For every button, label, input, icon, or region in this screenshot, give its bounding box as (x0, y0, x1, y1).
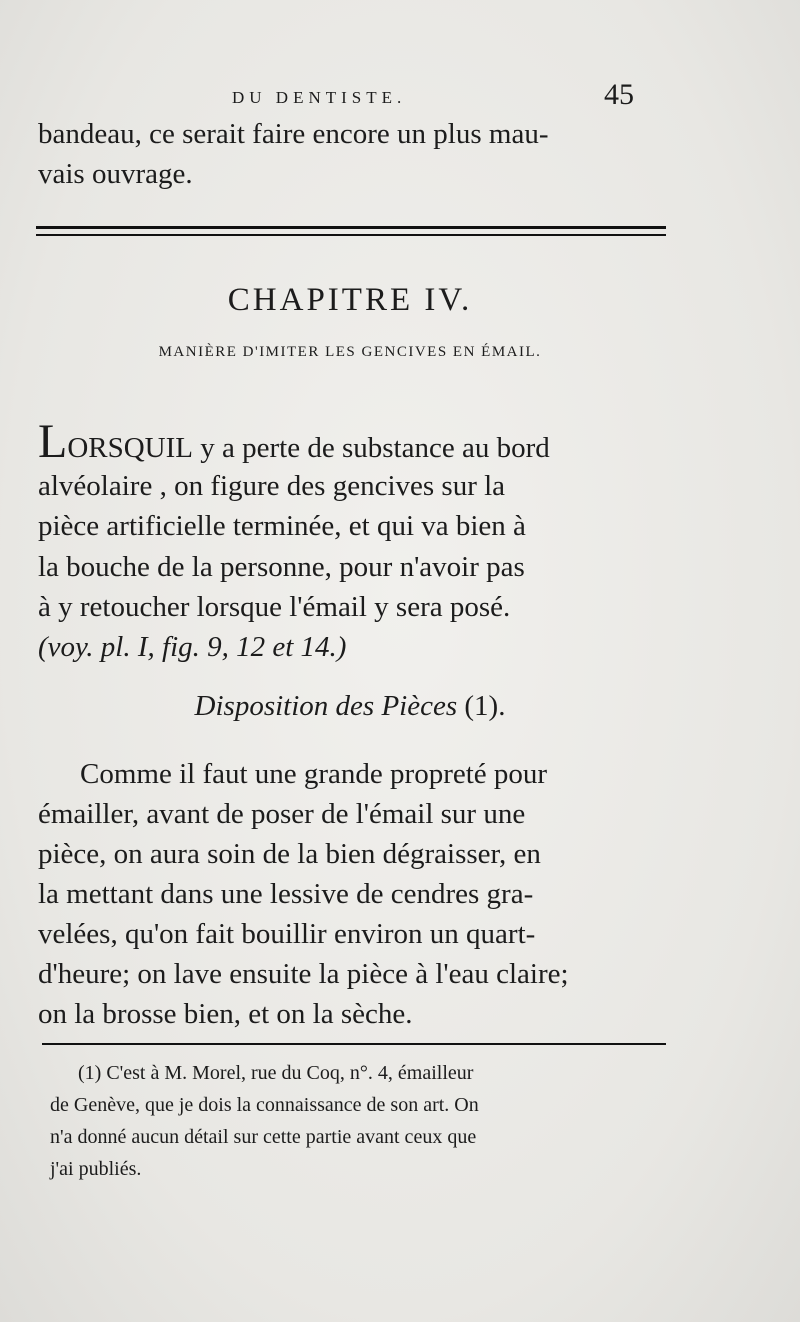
footnote-ref: (1). (464, 690, 506, 722)
figure-reference: (voy. pl. I, fig. 9, 12 et 14.) (38, 631, 347, 663)
carryover-line-2: vais ouvrage. (38, 158, 193, 190)
footnote-line-1: (1) C'est à M. Morel, rue du Coq, n°. 4, émailleur (78, 1062, 474, 1084)
chapter-divider (36, 226, 666, 240)
paragraph-2-line-4: la mettant dans une lessive de cendres gra- (38, 878, 534, 910)
paragraph-1-line-2: alvéolaire , on figure des gencives sur la (38, 470, 506, 502)
paragraph-1-line-1 (38, 415, 658, 468)
line-1-text: y a perte de substance au bord (193, 432, 550, 464)
paragraph-1-line-4: la bouche de la personne, pour n'avoir pas (38, 551, 525, 583)
paragraph-1-line-5: à y retoucher lorsque l'émail y sera posé. (38, 591, 511, 623)
page-header (0, 78, 800, 118)
paragraph-2-line-1: Comme il faut une grande propreté pour (80, 758, 548, 790)
paragraph-1-line-3: pièce artificielle terminée, et qui va bien à (38, 510, 526, 542)
footnote-line-4: j'ai publiés. (50, 1158, 142, 1180)
footnote-rule (42, 1043, 666, 1045)
chapter-title: CHAPITRE IV. (227, 282, 473, 318)
page-number: 45 (604, 78, 634, 111)
paragraph-2-line-3: pièce, on aura soin de la bien dégraisser, en (38, 838, 541, 870)
running-head: DU DENTISTE. (232, 88, 407, 107)
section-heading-text: Disposition des Pièces (194, 690, 458, 722)
paragraph-2-line-6: d'heure; on lave ensuite la pièce à l'eau claire; (38, 958, 569, 990)
paragraph-2-line-5: velées, qu'on fait bouillir environ un quart- (38, 918, 536, 950)
smallcaps-word: ORSQUIL (67, 432, 193, 464)
carryover-line-1: bandeau, ce serait faire encore un plus mau- (38, 118, 549, 150)
paragraph-2-line-7: on la brosse bien, et on la sèche. (38, 998, 413, 1030)
chapter-subtitle: MANIÈRE D'IMITER LES GENCIVES EN ÉMAIL. (158, 344, 542, 360)
drop-cap: L (38, 415, 68, 468)
paragraph-2-line-2: émailler, avant de poser de l'émail sur une (38, 798, 526, 830)
section-heading (0, 690, 700, 723)
footnote-line-2: de Genève, que je dois la connaissance de son art. On (50, 1094, 479, 1116)
footnote-line-3: n'a donné aucun détail sur cette partie avant ceux que (50, 1126, 477, 1148)
